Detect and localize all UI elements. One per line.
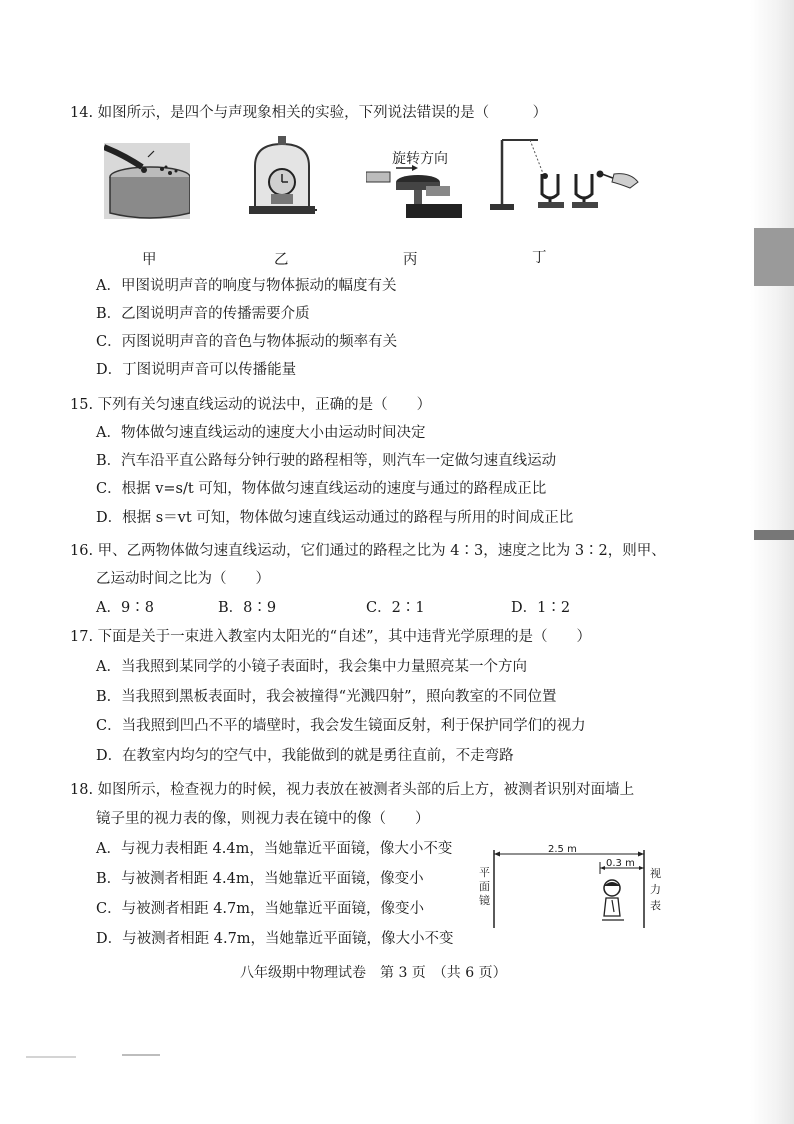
figure-jia-drum bbox=[104, 143, 190, 219]
q17-option-d: D．在教室内均匀的空气中，我能做到的就是勇往直前，不走弯路 bbox=[96, 748, 514, 764]
q15-option-b: B．汽车沿平直公路每分钟行驶的路程相等，则汽车一定做匀速直线运动 bbox=[96, 453, 557, 469]
q17-option-b: B．当我照到黑板表面时，我会被撞得“光溅四射”，照向教室的不同位置 bbox=[96, 689, 557, 705]
q17-stem: 17. 下面是关于一束进入教室内太阳光的“自述”，其中违背光学原理的是（ ） bbox=[70, 629, 591, 645]
scan-edge-shadow bbox=[750, 0, 794, 1124]
figure-ding-tuning-forks bbox=[490, 136, 640, 212]
q18-option-a: A．与视力表相距 4.4m，当她靠近平面镜，像大小不变 bbox=[96, 841, 453, 857]
q18-option-b: B．与被测者相距 4.4m，当她靠近平面镜，像变小 bbox=[96, 871, 424, 887]
q18-mirror-label bbox=[479, 866, 491, 908]
scan-edge-mark bbox=[754, 530, 794, 540]
q18-distance-short: 0.3 m bbox=[606, 858, 635, 869]
q14-option-a: A．甲图说明声音的响度与物体振动的幅度有关 bbox=[96, 278, 397, 294]
q16-option-d: D．1∶2 bbox=[511, 600, 571, 616]
q14-option-d: D．丁图说明声音可以传播能量 bbox=[96, 362, 297, 378]
rotate-direction-label: 旋转方向 bbox=[392, 151, 448, 167]
figure-label-bing: 丙 bbox=[403, 252, 418, 268]
q17-option-c: C．当我照到凹凸不平的墙壁时，我会发生镜面反射，利于保护同学们的视力 bbox=[96, 718, 586, 734]
q16-option-c: C．2∶1 bbox=[366, 600, 425, 616]
q18-option-d: D．与被测者相距 4.7m，当她靠近平面镜，像大小不变 bbox=[96, 931, 454, 947]
figure-label-ding: 丁 bbox=[532, 250, 547, 266]
q15-option-c: C．根据 v=s/t 可知，物体做匀速直线运动的速度与通过的路程成正比 bbox=[96, 481, 547, 497]
chart-label-char: 视 bbox=[650, 867, 661, 880]
q16-option-a: A．9∶8 bbox=[96, 600, 154, 616]
q17-option-a: A．当我照到某同学的小镜子表面时，我会集中力量照亮某一个方向 bbox=[96, 659, 527, 675]
q14-option-b: B．乙图说明声音的传播需要介质 bbox=[96, 306, 310, 322]
mirror-label-char: 面 bbox=[479, 880, 490, 893]
q14-stem: 14. 如图所示，是四个与声现象相关的实验，下列说法错误的是（ ） bbox=[70, 105, 548, 121]
q16-stem-line2: 乙运动时间之比为（ ） bbox=[96, 571, 270, 587]
scan-edge-mark bbox=[754, 228, 794, 286]
q15-option-d: D．根据 s＝vt 可知，物体做匀速直线运动通过的路程与所用的时间成正比 bbox=[96, 510, 574, 526]
q15-option-a: A．物体做匀速直线运动的速度大小由运动时间决定 bbox=[96, 425, 426, 441]
scan-speck bbox=[26, 1056, 76, 1058]
q18-chart-label bbox=[650, 866, 662, 914]
mirror-label-char: 镜 bbox=[479, 894, 490, 907]
q18-distance-total: 2.5 m bbox=[548, 844, 577, 855]
q15-stem: 15. 下列有关匀速直线运动的说法中，正确的是（ ） bbox=[70, 397, 432, 413]
scan-speck bbox=[122, 1054, 160, 1056]
q18-option-c: C．与被测者相距 4.7m，当她靠近平面镜，像变小 bbox=[96, 901, 425, 917]
page-footer: 八年级期中物理试卷 第 3 页 （共 6 页） bbox=[240, 965, 507, 981]
q16-stem-line1: 16. 甲、乙两物体做匀速直线运动，它们通过的路程之比为 4∶3，速度之比为 3∶2，则甲、 bbox=[70, 543, 666, 559]
q18-stem-line1: 18. 如图所示，检查视力的时候，视力表放在被测者头部的后上方，被测者识别对面墙上 bbox=[70, 782, 635, 798]
q14-option-c: C．丙图说明声音的音色与物体振动的频率有关 bbox=[96, 334, 398, 350]
figure-label-jia: 甲 bbox=[142, 252, 157, 268]
figure-yi-bell-jar bbox=[247, 136, 317, 220]
chart-label-char: 表 bbox=[650, 899, 661, 912]
mirror-label-char: 平 bbox=[479, 866, 490, 879]
figure-label-yi: 乙 bbox=[274, 252, 289, 268]
figure-bing-rotating-disc bbox=[366, 164, 462, 220]
chart-label-char: 力 bbox=[650, 883, 661, 896]
q16-option-b: B．8∶9 bbox=[218, 600, 277, 616]
q18-stem-line2: 镜子里的视力表的像，则视力表在镜中的像（ ） bbox=[96, 811, 430, 827]
